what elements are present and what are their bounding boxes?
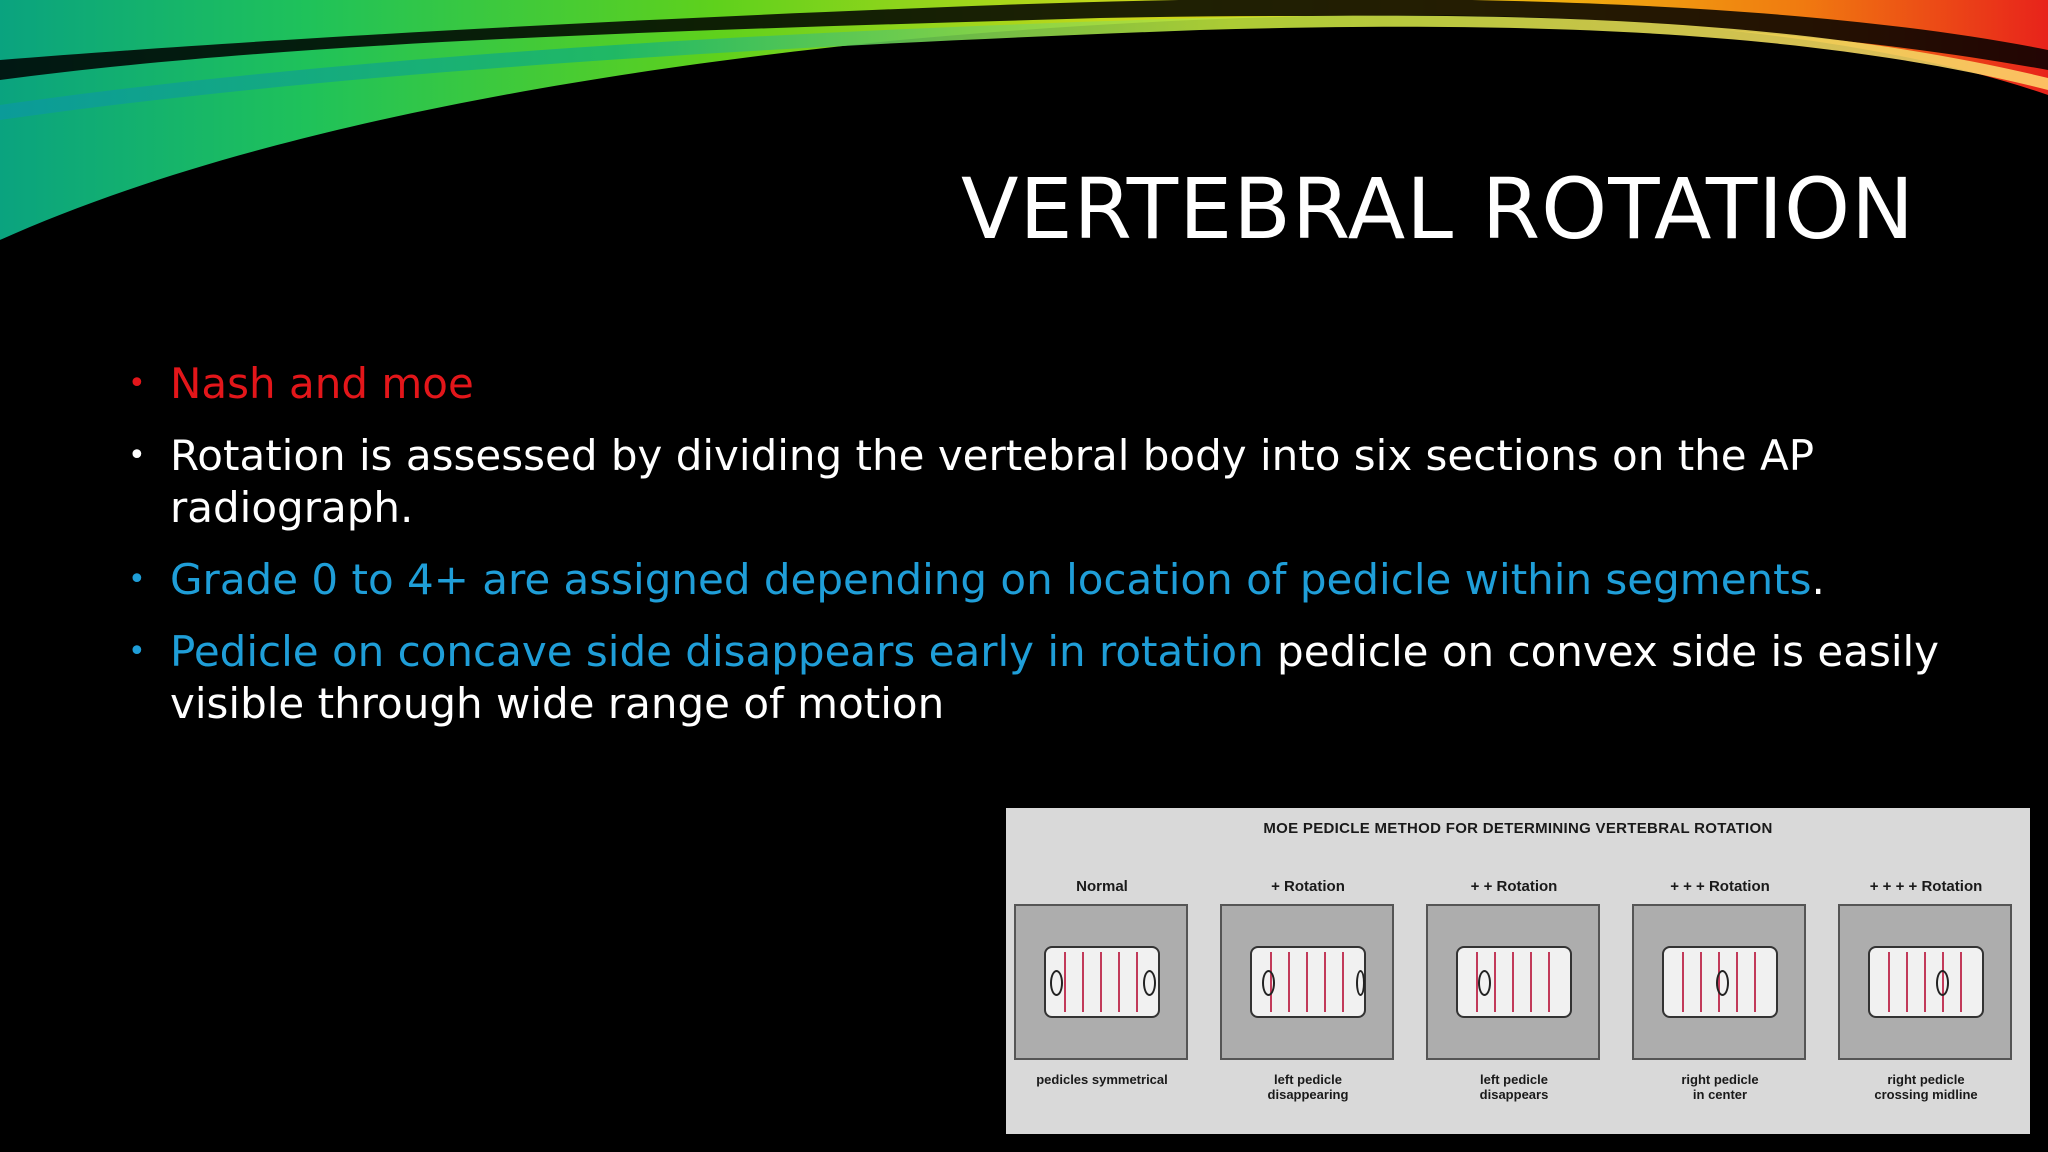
- panel-caption: right pedicle crossing midline: [1874, 1072, 1978, 1102]
- vertebra-box: [1014, 904, 1188, 1060]
- vertebra-box: [1838, 904, 2012, 1060]
- bullet-marker: •: [128, 438, 146, 473]
- figure-panel-rotation-1: [1220, 878, 1396, 1102]
- figure-panel-rotation-2: [1426, 878, 1602, 1102]
- panel-caption: left pedicle disappears: [1479, 1072, 1549, 1102]
- pedicle-right: [1356, 970, 1365, 996]
- vertebral-body-diagram: [1044, 946, 1160, 1018]
- vertebra-box: [1220, 904, 1394, 1060]
- panel-caption: pedicles symmetrical: [1036, 1072, 1168, 1087]
- figure-panel-rotation-3: [1632, 878, 1808, 1102]
- bullet-text: Grade 0 to 4+ are assigned depending on location of pedicle within segments: [170, 555, 1812, 604]
- bullet-text: pedicle on convex side is easily visible through wide range of motion: [170, 627, 1940, 728]
- vertebral-body-diagram: [1662, 946, 1778, 1018]
- bullet-marker: •: [128, 366, 146, 401]
- pedicle-past-midline: [1936, 970, 1949, 996]
- figure-panel-rotation-4: [1838, 878, 2014, 1102]
- pedicle-left: [1050, 970, 1063, 996]
- figure-panel-normal: [1014, 878, 1190, 1087]
- bullet-list: [128, 358, 1958, 750]
- vertebral-body-diagram: [1456, 946, 1572, 1018]
- slide-title: VERTEBRAL ROTATION: [961, 160, 1915, 258]
- panel-heading: + Rotation: [1271, 878, 1345, 895]
- vertebra-box: [1632, 904, 1806, 1060]
- figure-title: MOE PEDICLE METHOD FOR DETERMINING VERTEBRAL ROTATION: [1263, 820, 1773, 837]
- vertebral-body-diagram: [1250, 946, 1366, 1018]
- bullet-item: [128, 626, 1958, 730]
- pedicle-right: [1143, 970, 1156, 996]
- panel-caption: right pedicle in center: [1681, 1072, 1759, 1102]
- bullet-item: [128, 554, 1958, 606]
- bullet-item: [128, 430, 1958, 534]
- bullet-text: Pedicle on concave side disappears early in rotation: [170, 627, 1264, 676]
- panel-heading: + + Rotation: [1470, 878, 1558, 895]
- panel-caption: left pedicle disappearing: [1267, 1072, 1349, 1102]
- panel-heading: + + + + Rotation: [1869, 878, 1983, 895]
- bullet-item: [128, 358, 1958, 410]
- bullet-marker: •: [128, 634, 146, 669]
- pedicle-left: [1478, 970, 1491, 996]
- bullet-text: Nash and moe: [170, 359, 474, 408]
- bullet-marker: •: [128, 562, 146, 597]
- pedicle-center: [1716, 970, 1729, 996]
- pedicle-left: [1262, 970, 1275, 996]
- vertebral-body-diagram: [1868, 946, 1984, 1018]
- panel-heading: + + + Rotation: [1670, 878, 1770, 895]
- vertebra-box: [1426, 904, 1600, 1060]
- bullet-text: .: [1811, 555, 1825, 604]
- panel-heading: Normal: [1076, 878, 1128, 895]
- moe-pedicle-figure: [1006, 808, 2030, 1134]
- bullet-text: Rotation is assessed by dividing the vertebral body into six sections on the AP radiograph.: [170, 431, 1815, 532]
